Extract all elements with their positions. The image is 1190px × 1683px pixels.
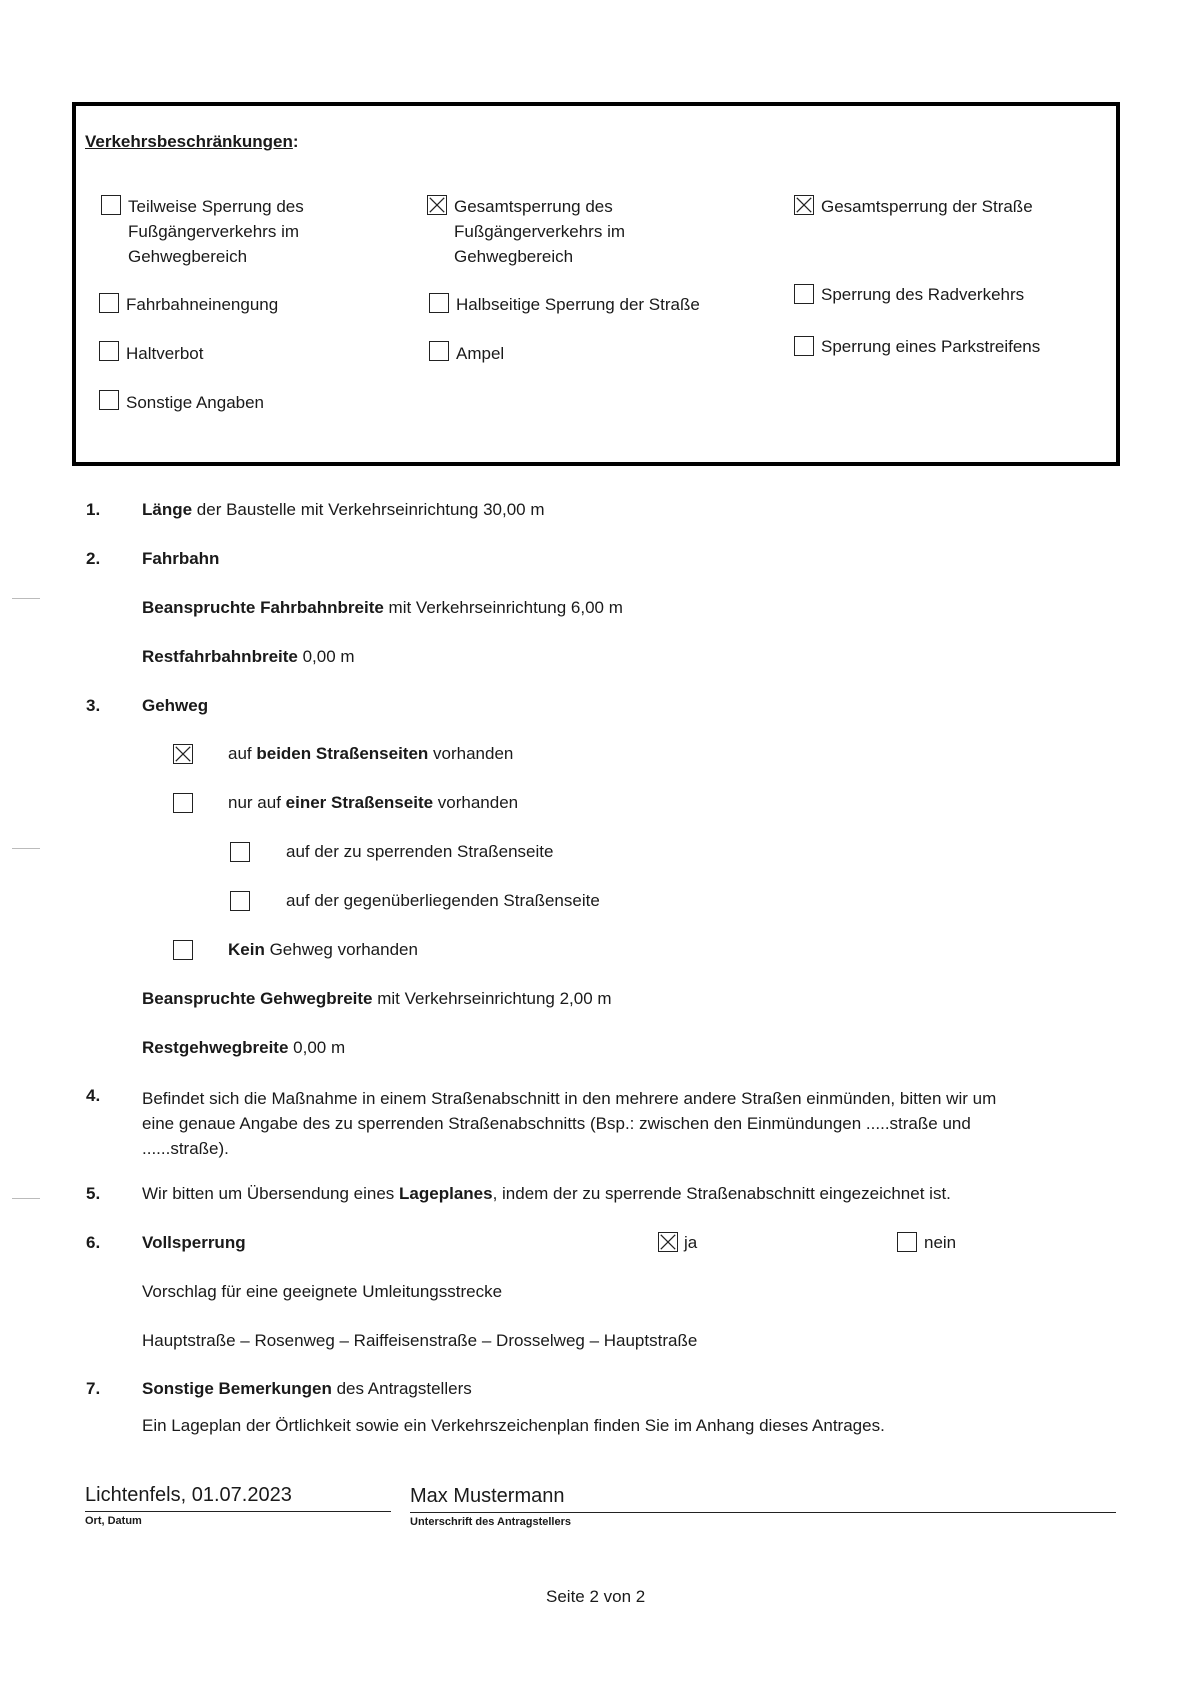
sidewalk-both-sides-label: auf beiden Straßenseiten vorhanden <box>228 744 514 763</box>
section-1-text: Länge der Baustelle mit Verkehrseinrichtung 30,00 m <box>142 500 545 519</box>
restriction-label-line: Haltverbot <box>126 344 204 363</box>
checkbox-sidewalk-both-sides[interactable] <box>173 744 193 764</box>
no-sidewalk-label: Kein Gehweg vorhanden <box>228 940 418 959</box>
restriction-label <box>126 390 264 415</box>
section-2-number: 2. <box>86 549 101 568</box>
section-4-number: 4. <box>86 1086 101 1105</box>
restriction-checkbox[interactable] <box>794 284 814 304</box>
section-5-text: Wir bitten um Übersendung eines Lageplanes, indem der zu sperrende Straßenabschnitt eingezeichnet ist. <box>142 1184 951 1203</box>
full-closure-no-label: nein <box>924 1233 957 1252</box>
section-1-number: 1. <box>86 500 101 519</box>
restriction-label <box>821 282 1024 307</box>
restriction-checkbox[interactable] <box>794 336 814 356</box>
checkbox-opposite-side[interactable] <box>230 891 250 911</box>
section-3-number: 3. <box>86 696 101 715</box>
restriction-label-line: Fußgängerverkehrs im <box>128 222 300 241</box>
section-2-title: Fahrbahn <box>142 549 220 568</box>
restriction-checkbox[interactable] <box>429 293 449 313</box>
restriction-checkbox[interactable] <box>429 341 449 361</box>
check-cross-icon <box>428 196 446 214</box>
restriction-checkbox[interactable] <box>99 390 119 410</box>
detour-route: Hauptstraße – Rosenweg – Raiffeisenstraße – Drosselweg – Hauptstraße <box>142 1331 698 1350</box>
section-5-number: 5. <box>86 1184 101 1203</box>
restriction-label <box>821 194 1033 219</box>
checkbox-full-closure-yes[interactable] <box>658 1232 678 1252</box>
restriction-label-line: Halbseitige Sperrung der Straße <box>456 295 700 314</box>
restrictions-title: Verkehrsbeschränkungen: <box>85 132 299 151</box>
checkbox-sidewalk-one-side[interactable] <box>173 793 193 813</box>
section-4-text <box>142 1086 996 1161</box>
section-4-line: Befindet sich die Maßnahme in einem Straßenabschnitt in den mehrere andere Straßen einmünden, bitten wir um <box>142 1089 997 1108</box>
restriction-checkbox[interactable] <box>794 195 814 215</box>
sidewalk-width: Beanspruchte Gehwegbreite mit Verkehrseinrichtung 2,00 m <box>142 989 612 1008</box>
page-number: Seite 2 von 2 <box>546 1587 646 1606</box>
place-date-line <box>85 1511 391 1512</box>
section-6-title: Vollsperrung <box>142 1233 246 1252</box>
restriction-label <box>454 194 625 269</box>
restriction-label-line: Gehwegbereich <box>128 247 248 266</box>
restriction-label-line: Gesamtsperrung der Straße <box>821 197 1033 216</box>
signature-caption: Unterschrift des Antragstellers <box>410 1516 571 1528</box>
place-date-caption: Ort, Datum <box>85 1515 142 1527</box>
restriction-label-line: Gehwegbereich <box>454 247 574 266</box>
margin-mark <box>12 1198 40 1199</box>
closed-side-label: auf der zu sperrenden Straßenseite <box>286 842 554 861</box>
section-7-title: Sonstige Bemerkungen des Antragstellers <box>142 1379 472 1398</box>
restriction-label <box>126 292 278 317</box>
checkbox-closed-side[interactable] <box>230 842 250 862</box>
checkbox-full-closure-no[interactable] <box>897 1232 917 1252</box>
restriction-label-line: Sperrung des Radverkehrs <box>821 285 1025 304</box>
roadway-width: Beanspruchte Fahrbahnbreite mit Verkehrseinrichtung 6,00 m <box>142 598 623 617</box>
restriction-label-line: Fahrbahneinengung <box>126 295 279 314</box>
restriction-label <box>128 194 304 269</box>
restriction-label <box>456 292 700 317</box>
check-cross-icon <box>659 1233 677 1251</box>
restriction-label <box>456 341 504 366</box>
applicant-signature: Max Mustermann <box>410 1485 565 1507</box>
restriction-label-line: Ampel <box>456 344 505 363</box>
remaining-sidewalk-width: Restgehwegbreite 0,00 m <box>142 1038 346 1057</box>
restriction-checkbox[interactable] <box>99 341 119 361</box>
restriction-checkbox[interactable] <box>427 195 447 215</box>
restriction-label <box>821 334 1040 359</box>
margin-mark <box>12 848 40 849</box>
checkbox-no-sidewalk[interactable] <box>173 940 193 960</box>
restriction-checkbox[interactable] <box>99 293 119 313</box>
section-4-line: ......straße). <box>142 1139 229 1158</box>
detour-label: Vorschlag für eine geeignete Umleitungsstrecke <box>142 1282 503 1301</box>
restriction-label-line: Gesamtsperrung des <box>454 197 613 216</box>
section-6-number: 6. <box>86 1233 101 1252</box>
opposite-side-label: auf der gegenüberliegenden Straßenseite <box>286 891 600 910</box>
restriction-label-line: Fußgängerverkehrs im <box>454 222 626 241</box>
sidewalk-one-side-label: nur auf einer Straßenseite vorhanden <box>228 793 519 812</box>
full-closure-yes-label: ja <box>684 1233 698 1252</box>
restriction-label-line: Teilweise Sperrung des <box>128 197 304 216</box>
signature-line <box>410 1512 1116 1513</box>
place-date-value: Lichtenfels, 01.07.2023 <box>85 1484 292 1506</box>
restriction-checkbox[interactable] <box>101 195 121 215</box>
remaining-roadway-width: Restfahrbahnbreite 0,00 m <box>142 647 355 666</box>
section-7-number: 7. <box>86 1379 101 1398</box>
restriction-label <box>126 341 203 366</box>
section-7-remarks: Ein Lageplan der Örtlichkeit sowie ein Verkehrszeichenplan finden Sie im Anhang dieses Antrages. <box>142 1416 885 1435</box>
section-4-line: eine genaue Angabe des zu sperrenden Straßenabschnitts (Bsp.: zwischen den Einmündungen .....straße und <box>142 1114 971 1133</box>
restriction-label-line: Sonstige Angaben <box>126 393 265 412</box>
check-cross-icon <box>174 745 192 763</box>
check-cross-icon <box>795 196 813 214</box>
restriction-label-line: Sperrung eines Parkstreifens <box>821 337 1041 356</box>
section-3-title: Gehweg <box>142 696 209 715</box>
margin-mark <box>12 598 40 599</box>
